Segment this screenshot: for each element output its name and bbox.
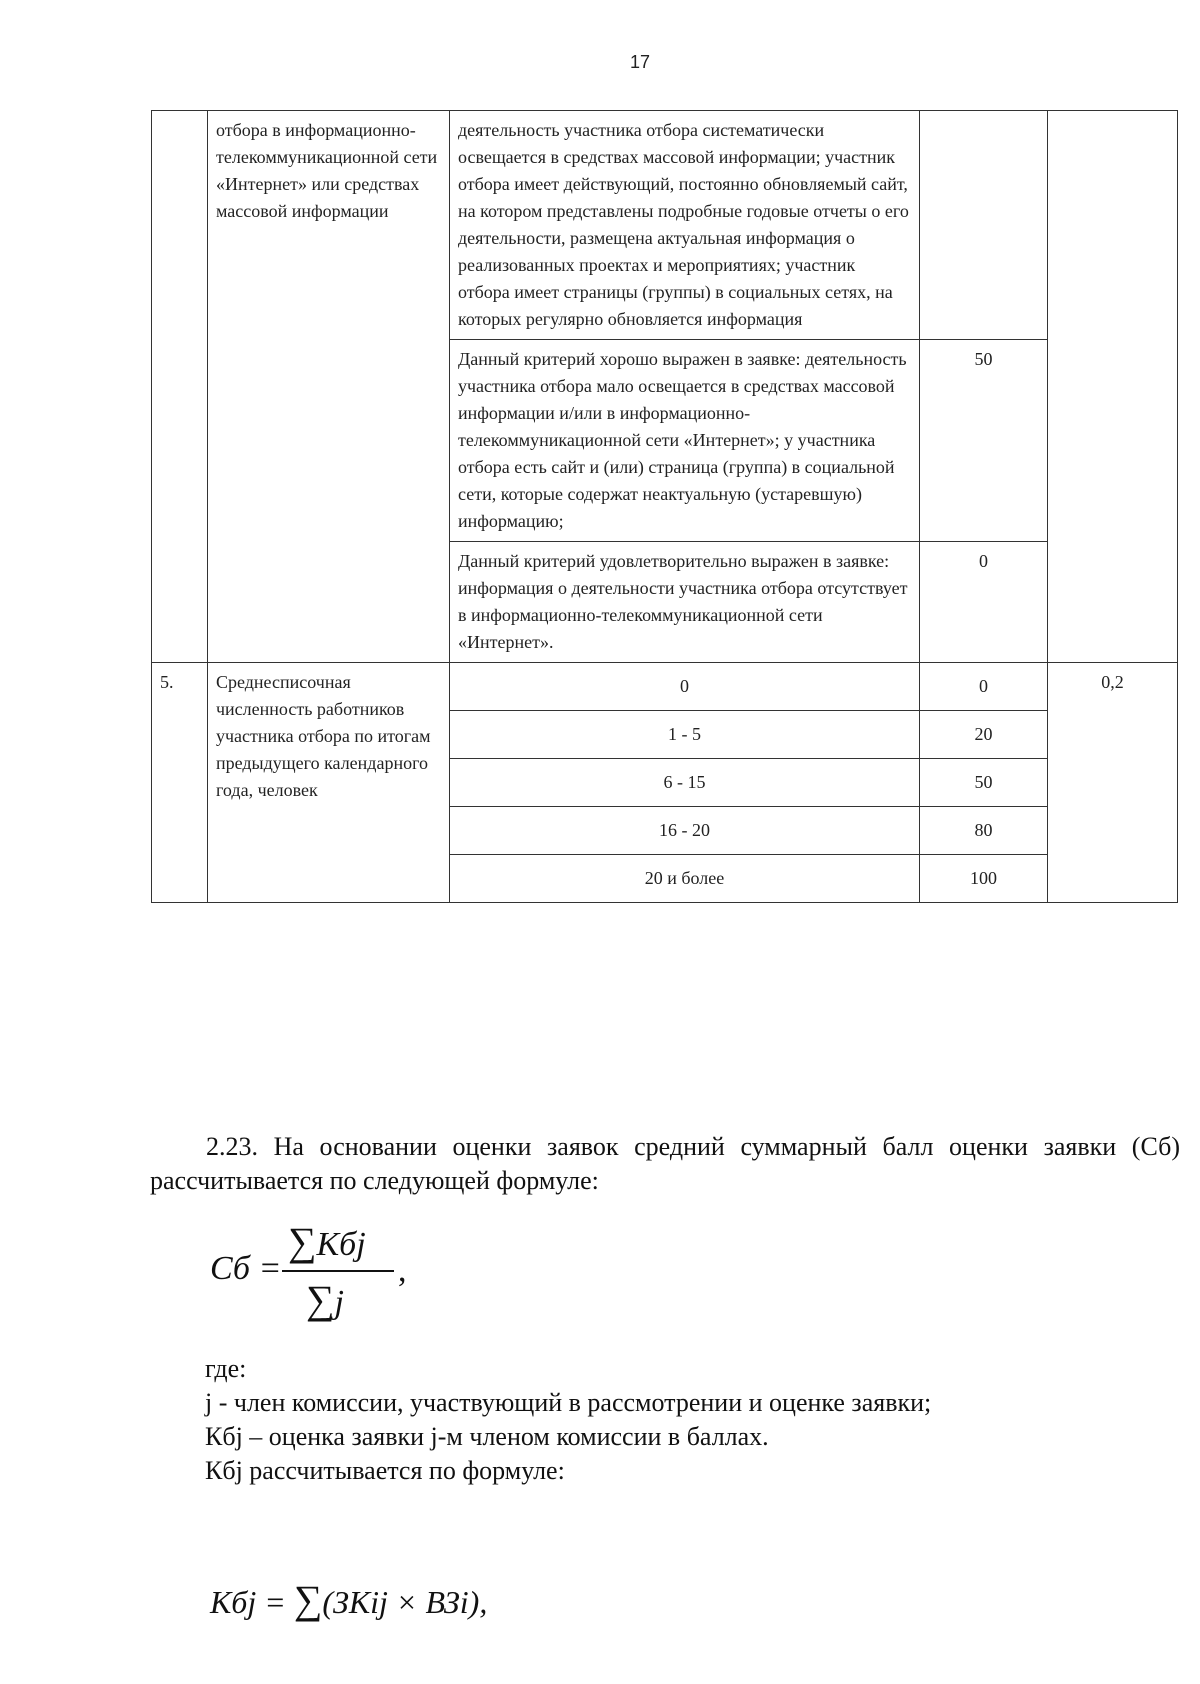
level-score [920, 111, 1048, 340]
range-cell: 20 и более [450, 855, 920, 903]
denominator-text: j [334, 1284, 344, 1321]
paragraph-2-23: 2.23. На основании оценки заявок средний суммарный балл оценки заявки (Сб) рассчитывается по следующей формуле: [150, 1132, 1180, 1195]
row-number-cell: 5. [152, 663, 208, 903]
sigma-icon: ∑ [288, 1219, 317, 1264]
level-score: 50 [920, 340, 1048, 542]
page-number: 17 [629, 52, 651, 72]
definition-j: j - член комиссии, участвующий в рассмотрении и оценке заявки; [205, 1388, 932, 1417]
weight-cell [1048, 111, 1178, 663]
level-score: 0 [920, 542, 1048, 663]
range-cell: 16 - 20 [450, 807, 920, 855]
level-score: 100 [920, 855, 1048, 903]
formula-denominator [306, 1276, 344, 1323]
range-cell: 1 - 5 [450, 711, 920, 759]
formula-comma: , [398, 1252, 407, 1289]
sigma-icon: ∑ [293, 1577, 323, 1622]
fraction-bar [282, 1270, 394, 1272]
criterion-cell: Среднесписочная численность работников участника отбора по итогам предыдущего календарного года, человек [208, 663, 450, 903]
formula-numerator [288, 1218, 366, 1265]
level-score: 0 [920, 663, 1048, 711]
criteria-table [151, 110, 1178, 903]
level-description: Данный критерий удовлетворительно выражен в заявке: информация о деятельности участника отбора отсутствует в информационно-телекоммуникационной сети «Интернет». [450, 542, 920, 663]
weight-cell: 0,2 [1048, 663, 1178, 903]
formula-average-score [210, 1218, 430, 1328]
formula-kbj [210, 1576, 487, 1623]
kbj-formula-intro: Кбj рассчитывается по формуле: [205, 1456, 565, 1485]
formula2-body: (ЗКij × ВЗi), [322, 1584, 488, 1620]
range-cell: 0 [450, 663, 920, 711]
numerator-text: Кбj [316, 1226, 366, 1263]
criterion-cell: отбора в информационно-телекоммуникационной сети «Интернет» или средствах массовой информации [208, 111, 450, 663]
sigma-icon: ∑ [306, 1277, 335, 1322]
level-score: 20 [920, 711, 1048, 759]
formula-lhs: Сб = [210, 1250, 282, 1287]
level-description: деятельность участника отбора систематически освещается в средствах массовой информации; участник отбора имеет действующий, постоянно обновляемый сайт, на котором представлены подробные годовые отчеты о его деятельности, размещена актуальная информация о реализованных проектах и мероприятиях; участник отбора имеет страницы (группы) в социальных сетях, на которых регулярно обновляется информация [450, 111, 920, 340]
level-description: Данный критерий хорошо выражен в заявке: деятельность участника отбора мало освещается в средствах массовой информации и/или в информационно-телекоммуникационной сети «Интернет»; у участника отбора есть сайт и (или) страница (группа) в социальной сети, которые содержат неактуальную (устаревшую) информацию; [450, 340, 920, 542]
row-number-cell [152, 111, 208, 663]
where-label: где: [205, 1354, 247, 1383]
table-row [152, 663, 1178, 711]
level-score: 50 [920, 759, 1048, 807]
level-score: 80 [920, 807, 1048, 855]
definition-kbj: Кбj – оценка заявки j-м членом комиссии в баллах. [205, 1422, 769, 1451]
formula2-lhs: Кбj = [210, 1584, 286, 1620]
range-cell: 6 - 15 [450, 759, 920, 807]
table-row [152, 111, 1178, 340]
